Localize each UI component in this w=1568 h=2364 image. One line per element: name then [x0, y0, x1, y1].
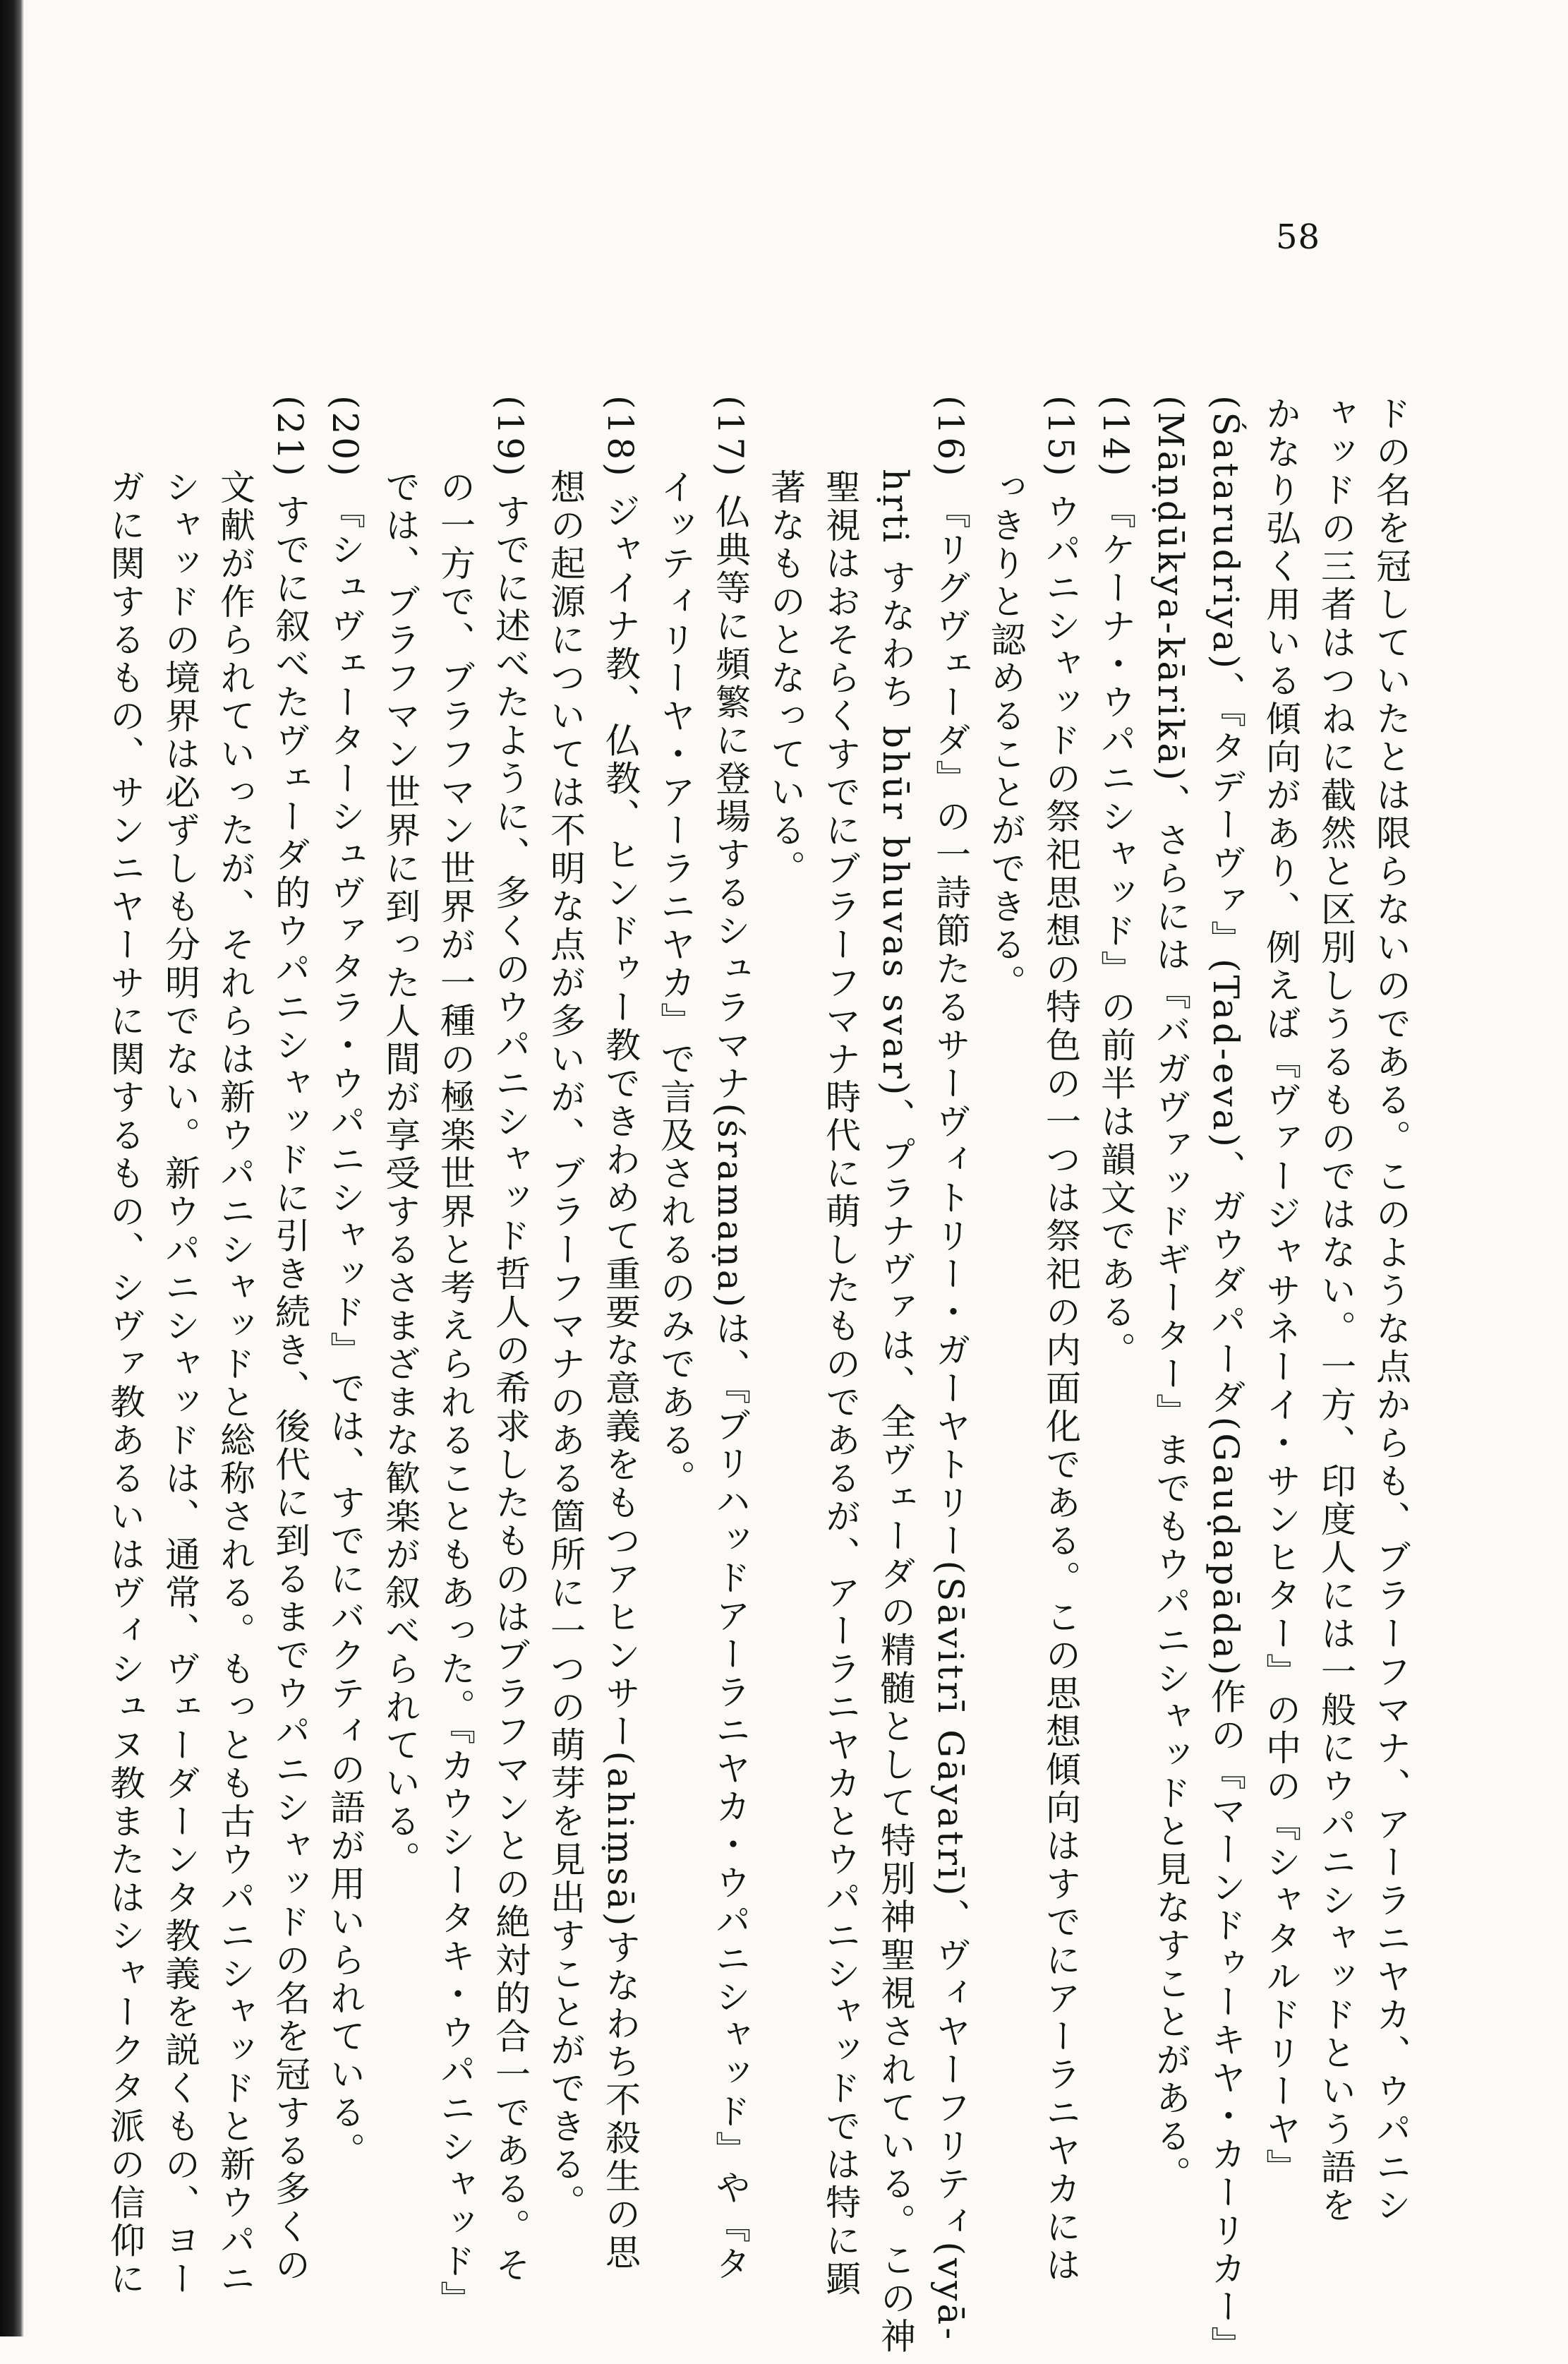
text-line: かなり弘く用いる傾向があり、例えば『ヴァージャサネーイ・サンヒター』の中の『シャタルドリーヤ』: [1260, 395, 1301, 2187]
note-16: (16) 『リグヴェーダ』の一詩節たるサーヴィトリー・ガーヤトリー(Sāvitrī Gāyatrī)、ヴィヤーフリティ(vyā-: [930, 395, 971, 2343]
text-line: ャッドの三者はつねに截然と区別しうるものではない。一方、印度人には一般にウパニシャッドという語を: [1315, 395, 1356, 2225]
note-15: (15) ウパニシャッドの祭祀思想の特色の一つは祭祀の内面化である。この思想傾向はすでにアーラニヤカには: [1040, 395, 1081, 2285]
note-16-continued: 著なものとなっている。: [765, 469, 806, 888]
note-19-continued: の一方で、ブラフマン世界が一種の極楽世界と考えられることもあった。『カウシータキ・ウパニシャッド』: [435, 469, 476, 2319]
text-line: ドの名を冠していたとは限らないのである。このような点からも、ブラーフマナ、アーラニヤカ、ウパニシ: [1370, 395, 1411, 2225]
note-14: (14) 『ケーナ・ウパニシャッド』の前半は韻文である。: [1095, 395, 1136, 1370]
note-18: (18) ジャイナ教、仏教、ヒンドゥー教できわめて重要な意義をもつアヒンサー(ahiṃsā)すなわち不殺生の思: [600, 395, 641, 2272]
note-17: (17) 仏典等に頻繁に登場するシュラマナ(śramaṇa)は、『ブリハッドアーラニヤカ・ウパニシャッド』や『タ: [710, 395, 751, 2284]
body-text-vertical: [104, 395, 1418, 2364]
note-18-continued: 想の起源については不明な点が多いが、ブラーフマナのある箇所に一つの萌芽を見出すことができる。: [545, 469, 586, 2222]
note-15-continued: っきりと認めることができる。: [985, 469, 1026, 1002]
text-line: (Śatarudriya)、『タデーヴァ』(Tad-eva)、ガウダパーダ(Gauḍapāda)作の『マーンドゥーキヤ・カーリカー』: [1205, 395, 1246, 2364]
note-21-continued: ガに関するもの、サンニヤーサに関するもの、シヴァ教あるいはヴィシュヌ教またはシャークタ派の信仰に: [104, 469, 145, 2298]
note-16-continued: 聖視はおそらくすでにブラーフマナ時代に萌したものであるが、アーラニヤカとウパニシャッドでは特に顕: [820, 469, 861, 2298]
note-16-continued: hṛti すなわち bhūr bhuvas svar)、プラナヴァは、全ヴェーダの精髄として特別神聖視されている。この神: [875, 469, 916, 2356]
text-line: (Māṇḍūkya-kārikā)、さらには『バガヴァッドギーター』までもウパニシャッドと見なすことがある。: [1150, 395, 1191, 2194]
note-19: (19) すでに述べたように、多くのウパニシャッド哲人の希求したものはブラフマンとの絶対的合一である。そ: [490, 395, 531, 2285]
note-21: (21) すでに叙べたヴェーダ的ウパニシャッドに引き続き、後代に到るまでウパニシャッドの名を冠する多くの: [270, 395, 310, 2285]
page-number: 58: [1276, 217, 1321, 257]
note-17-continued: イッティリーヤ・アーラニヤカ』で言及されるのみである。: [655, 469, 696, 1498]
note-19-continued: では、ブラフマン世界に到った人間が享受するさまざまな歓楽が叙べられている。: [380, 469, 421, 1879]
scan-edge-shadow: [0, 0, 24, 2336]
note-21-continued: 文献が作られていったが、それらは新ウパニシャッドと総称される。もっとも古ウパニシャッドと新ウパニ: [215, 469, 255, 2298]
note-21-continued: シャッドの境界は必ずしも分明でない。新ウパニシャッドは、通常、ヴェーダーンタ教義を説くもの、ヨー: [159, 469, 200, 2298]
note-20: (20) 『シュヴェーターシュヴァタラ・ウパニシャッド』では、すでにバクティの語が用いられている。: [325, 395, 366, 2171]
